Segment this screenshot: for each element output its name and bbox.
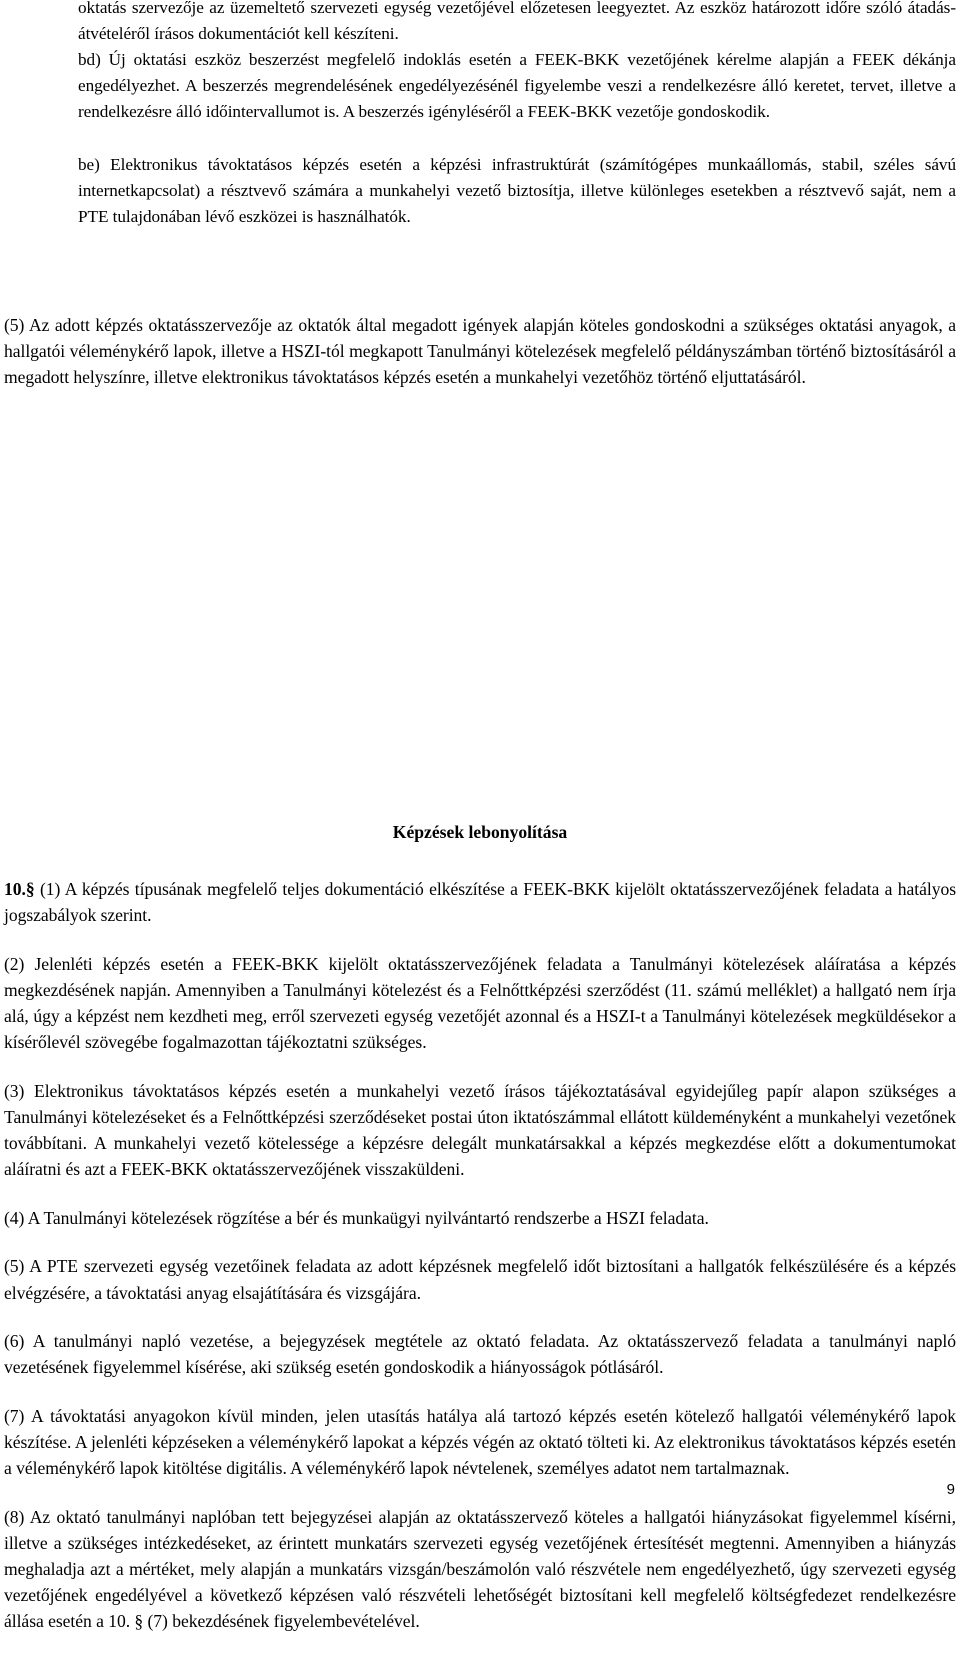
paragraph-5-obligations: (5) Az adott képzés oktatásszervezője az oktatók által megadott igények alapján köteles gondoskodni a szükséges oktatási anyagok, a hallgatói véleménykérő lapok, illetve a HSZI-tól megkapott Tanulmányi kötelezések megfelelő példányszámban történő biztosításáról a megadott helyszínre, illetve elektronikus távoktatásos képzés esetén a munkahelyi vezetőhöz történő eljuttatásáról. [4, 315, 956, 388]
paragraph-5: (5) A PTE szervezeti egység vezetőinek feladata az adott képzésnek megfelelő időt biztosítani a hallgatók felkészülésére és a képzés elvégzésére, a távoktatási anyag elsajátítására és vizsgájára. [4, 1256, 956, 1303]
paragraph-7: (7) A távoktatási anyagokon kívül minden, jelen utasítás hatálya alá tartozó képzés esetén kötelező hallgatói véleménykérő lapok készítése. A jelenléti képzéseken a véleménykérő lapokat a képzés végén az oktató tölteti ki. Az elektronikus távoktatásos képzés esetén a véleménykérő lapok kitöltése digitális. A véleménykérő lapok névtelenek, személyes adatot nem tartalmaznak. [4, 1405, 956, 1479]
page-number: 9 [946, 1481, 955, 1498]
section-number: 10. [4, 879, 26, 899]
paragraph-1-text: (1) A képzés típusának megfelelő teljes dokumentáció elkészítése a FEEK-BKK kijelölt oktatásszervezőjének feladata a hatályos jogszabályok szerint. [4, 879, 956, 926]
list-item-be: be) Elektronikus távoktatásos képzés esetén a képzési infrastruktúrát (számítógépes munkaállomás, stabil, széles sávú internetkapcsolat) a résztvevő számára a munkahelyi vezető biztosítja, illetve különleges esetekben a résztvevő saját, nem a PTE tulajdonában lévő eszközei is használhatók. [78, 155, 956, 227]
paragraph-4: (4) A Tanulmányi kötelezések rögzítése a bér és munkaügyi nyilvántartó rendszerbe a HSZI feladata. [4, 1207, 709, 1228]
section-10-body [4, 876, 956, 1657]
paragraph-3: (3) Elektronikus távoktatásos képzés esetén a munkahelyi vezető írásos tájékoztatásával egyidejűleg papír alapon szükséges a Tanulmányi kötelezéseket és a Felnőttképzési szerződéseket postai úton iktatószámmal ellátott küldeményként a munkahelyi vezetőnek továbbítani. A munkahelyi vezető kötelessége a képzésre delegált munkatársakkal a képzés megkezdése előtt a dokumentumokat aláíratni és azt a FEEK-BKK oktatásszervezőjének visszaküldeni. [4, 1080, 956, 1180]
paragraph-2: (2) Jelenléti képzés esetén a FEEK-BKK kijelölt oktatásszervezőjének feladata a Tanulmányi kötelezések aláíratása a képzés megkezdésének napján. Amennyiben a Tanulmányi kötelezést és a Felnőttképzési szerződést (11. számú melléklet) a hallgató nem írja alá, úgy a képzést nem kezdheti meg, erről szervezeti egység vezetőjét azonnal és a HSZI-t a Tanulmányi kötelezések megküldésekor a kísérőlevél szövegébe fogalmazottan tájékoztatni szükséges. [4, 953, 956, 1053]
paragraph-8: (8) Az oktató tanulmányi naplóban tett bejegyzései alapján az oktatásszervező köteles a hallgatói hiányzásokat figyelemmel kísérni, illetve a szükséges intézkedéseket, az érintett munkatárs szervezeti egység vezetőjének értesítését megtenni. Amennyiben a hiányzás meghaladja azt a mértéket, mely alapján a munkatárs vizsgán/beszámolón való részvétele nem engedélyezhető, úgy szervezeti egység vezetőjének engedélyével a következő képzésen való részvételi lehetőségét biztosítani kell megfelelő költségfedezet rendelkezésre állása esetén a 10. § (7) bekezdésének figyelembevételével. [4, 1506, 956, 1632]
list-item-continuation: oktatás szervezője az üzemeltető szervezeti egység vezetőjével előzetesen leegyeztet. Az eszköz határozott időre szóló átadás-átvételéről írásos dokumentációt kell készíteni. [78, 0, 956, 44]
paragraph-6: (6) A tanulmányi napló vezetése, a bejegyzések megtétele az oktató feladata. Az oktatásszervező feladata a tanulmányi napló vezetésének figyelemmel kísérése, aki szükség esetén gondoskodik a hiányosságok pótlásáról. [4, 1331, 956, 1378]
paragraph-1 [4, 876, 956, 928]
section-symbol: § [25, 879, 35, 899]
section-heading: Képzések lebonyolítása [392, 822, 568, 842]
list-item-bd: bd) Új oktatási eszköz beszerzést megfelelő indoklás esetén a FEEK-BKK vezetőjének kérelme alapján a FEEK dékánja engedélyezhet. A beszerzés megrendelésének engedélyezésénél figyelembe veszi a rendelkezésre álló keretet, tervet, illetve a rendelkezésre álló időintervallumot is. A beszerzés igényléséről a FEEK-BKK vezetője gondoskodik. [78, 50, 956, 122]
